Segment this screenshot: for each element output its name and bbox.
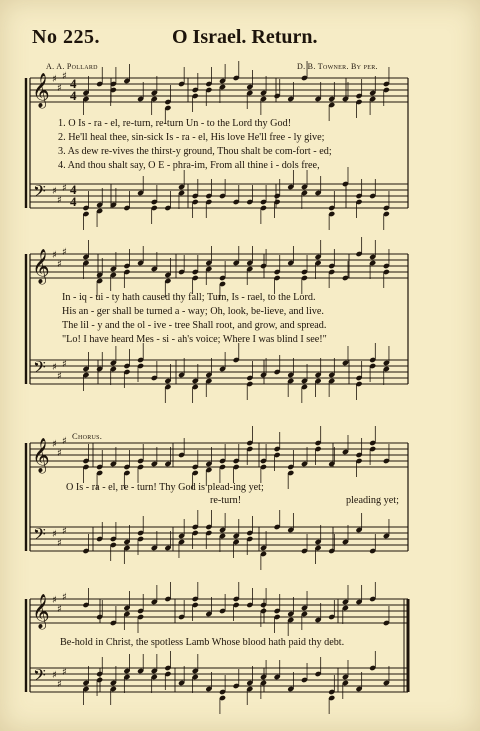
sharp-sign: ♯: [62, 526, 67, 537]
hymn-number: No 225.: [32, 26, 100, 48]
lyric-line-echo: re-turn!: [210, 495, 242, 506]
chorus-label: Chorus.: [72, 431, 103, 441]
bass-clef: 𝄢: [33, 665, 46, 689]
lyric-line: 4. And thou shalt say, O E - phra-im, From all thine i - dols free,: [58, 160, 320, 171]
bass-clef: 𝄢: [33, 524, 46, 548]
sharp-sign: ♯: [57, 371, 62, 382]
sharp-sign: ♯: [52, 595, 57, 606]
lyric-line-echo: pleading yet;: [346, 495, 399, 506]
sharp-sign: ♯: [62, 667, 67, 678]
music-credit: D. B. Towner. By per.: [297, 62, 378, 71]
sharp-sign: ♯: [57, 679, 62, 690]
treble-clef: 𝄞: [32, 438, 50, 473]
time-signature: 4: [70, 194, 77, 209]
bass-clef: 𝄢: [33, 357, 46, 381]
lyric-line: The lil - y and the ol - ive - tree Shall root, and grow, and spread.: [62, 320, 327, 331]
sharp-sign: ♯: [57, 259, 62, 270]
sharp-sign: ♯: [52, 670, 57, 681]
sharp-sign: ♯: [57, 83, 62, 94]
sharp-sign: ♯: [52, 439, 57, 450]
treble-clef: 𝄞: [32, 594, 50, 629]
lyric-line: In - iq - ui - ty hath caused thy fall; Turn, Is - rael, to the Lord.: [62, 292, 316, 303]
sharp-sign: ♯: [62, 436, 67, 447]
sharp-sign: ♯: [62, 592, 67, 603]
lyric-line: 3. As dew re-vives the thirst-y ground, Thou shalt be com-fort - ed;: [58, 146, 332, 157]
sharp-sign: ♯: [62, 183, 67, 194]
words-credit: A. A. Pollard: [46, 62, 98, 71]
bass-clef: 𝄢: [33, 181, 46, 205]
sharp-sign: ♯: [52, 74, 57, 85]
sharp-sign: ♯: [57, 448, 62, 459]
sharp-sign: ♯: [57, 195, 62, 206]
sharp-sign: ♯: [52, 529, 57, 540]
lyric-line: "Lo! I have heard Mes - si - ah's voice; Where I was blind I see!": [62, 334, 327, 345]
lyric-line: His an - ger shall be turned a - way; Oh, look, be-lieve, and live.: [62, 306, 324, 317]
treble-clef: 𝄞: [32, 249, 50, 284]
lyric-line: O Is - ra - el, re - turn! Thy God is plead-ing yet;: [66, 482, 264, 493]
time-signature: 4: [70, 182, 77, 197]
time-signature: 4: [70, 88, 77, 103]
sharp-sign: ♯: [57, 604, 62, 615]
hymn-title: O Israel. Return.: [172, 26, 318, 48]
lyric-line: 1. O Is - ra - el, re-turn, re-turn Un - to the Lord thy God!: [58, 118, 292, 129]
sharp-sign: ♯: [57, 538, 62, 549]
sharp-sign: ♯: [62, 71, 67, 82]
sharp-sign: ♯: [52, 250, 57, 261]
sharp-sign: ♯: [62, 359, 67, 370]
treble-clef: 𝄞: [32, 73, 50, 108]
sharp-sign: ♯: [62, 247, 67, 258]
lyric-line: Be-hold in Christ, the spotless Lamb Whose blood hath paid thy debt.: [60, 637, 345, 648]
lyric-line: 2. He'll heal thee, sin-sick Is - ra - el, His love He'll free - ly give;: [58, 132, 325, 143]
sharp-sign: ♯: [52, 186, 57, 197]
sharp-sign: ♯: [52, 362, 57, 373]
time-signature: 4: [70, 76, 77, 91]
